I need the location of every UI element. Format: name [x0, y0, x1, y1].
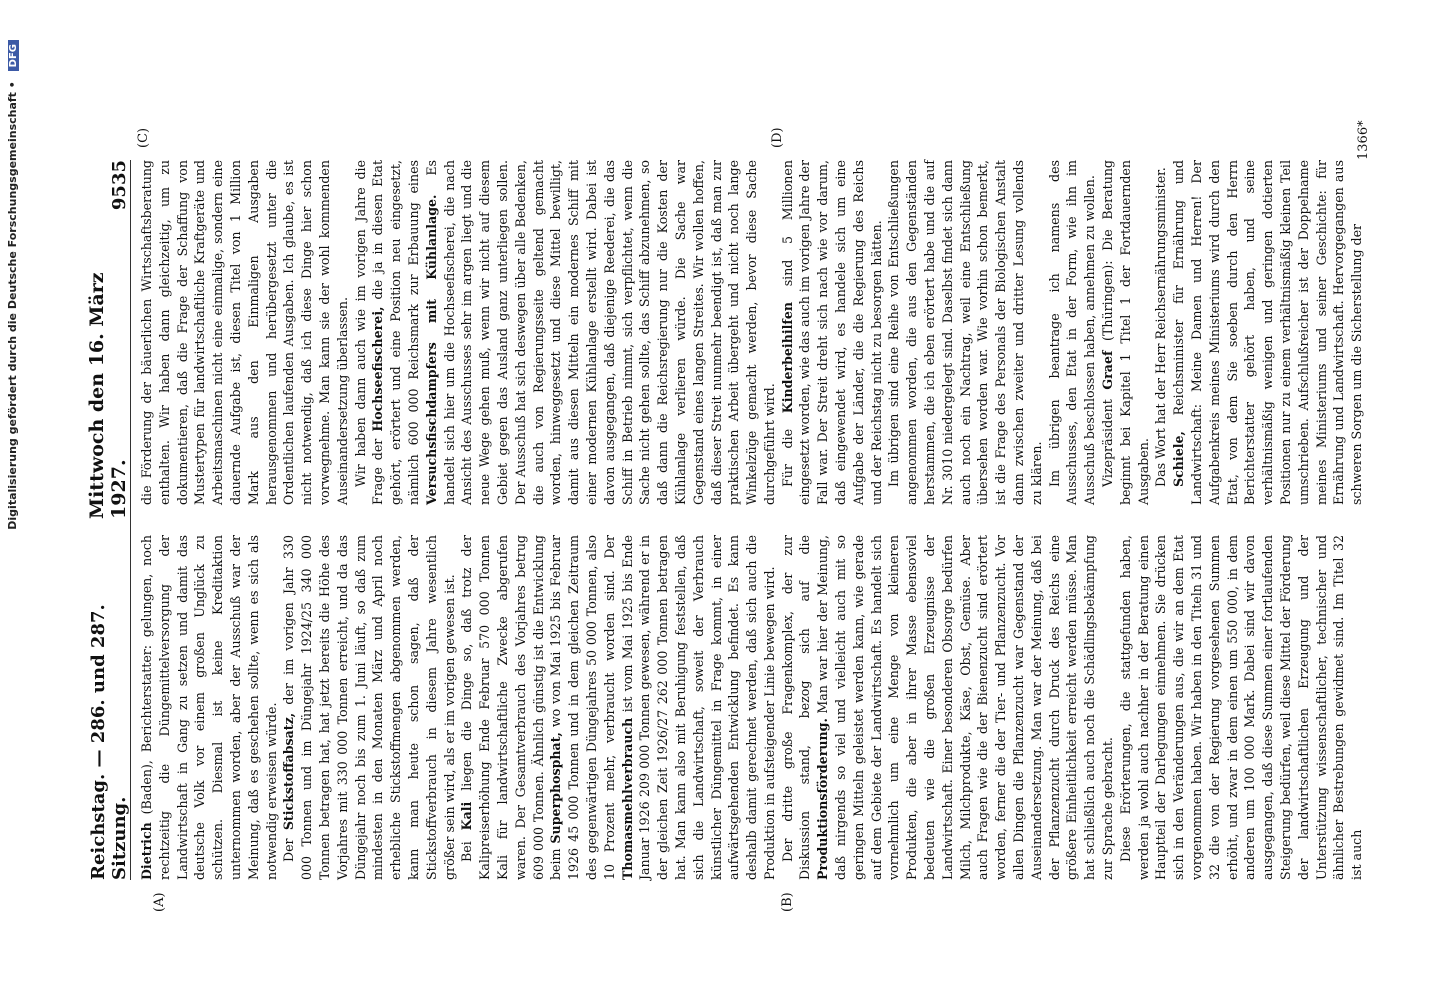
page-number: 9535: [109, 160, 130, 211]
margin-marker-b: (B): [780, 892, 795, 912]
paragraph-text: wo von Mai 1925 bis Februar 1926 45 000 Tonnen und in dem gleichen Zeitraum des gegenwärtigen Düngejahres 50 000 Tonnen, also 10 Prozent mehr, verbraucht worden sind. Der: [548, 535, 617, 880]
paragraph-text: Das Wort hat der Herr Reichsernährungsminister.: [1153, 167, 1169, 487]
bold-term: Produktionsförderung.: [815, 718, 831, 880]
paragraph: [1046, 160, 1099, 505]
paragraph-text: Für die: [779, 428, 795, 487]
paragraph: [1152, 160, 1170, 505]
bold-term: Kali: [459, 801, 475, 831]
paragraph-text: liegen die Dinge so, daß trotz der Kalipreiserhöhung Ende Februar 570 000 Tonnen Kali für landwirtschaftliche Zwecke abgerufen waren. Der Gesamtverbrauch des Vorjahres betrug 609 000 Tonnen. Ähnlich günstig ist die Entwicklung beim: [459, 535, 564, 880]
bold-term: Thomasmehlverbrauch: [619, 717, 635, 880]
paragraph-text: Wir haben dann auch wie im vorigen Jahre die Frage der: [352, 160, 386, 505]
paragraph: [1117, 535, 1366, 880]
paragraph-text: sind 5 Millionen eingesetzt worden, wie das auch im vorigen Jahre der Fall war. Der Streit dreht sich nach wie vor darum, daß eingewendet wird, es handele sich um eine Aufgabe der Länder, die die Regierung des Reichs und der Reichstag nicht zu besorgen hätten.: [779, 160, 884, 505]
text-column-right: [138, 160, 1365, 505]
margin-marker-d: (D): [770, 127, 785, 148]
paragraph: [885, 160, 1045, 505]
speaker-name: Schiele,: [1171, 431, 1187, 487]
dfg-logo: DFG: [8, 40, 19, 71]
bold-term: Versuchsfischdampfers mit Kühlanlage.: [423, 194, 439, 505]
paragraph: [352, 160, 779, 505]
paragraph-text: ist vom Mai 1925 bis Ende Januar 1926 209 000 Tonnen gewesen, während er in der gleichen Zeit 1926/27 262 000 Tonnen betragen hat. Man kann also mit Beruhigung feststellen, daß sich die Landwirtschaft, soweit der Verbrauch künstlicher Düngemittel in Frage kommt, in einer aufwärtsgehenden Entwicklung befindet. Es kann deshalb damit gerechnet werden, daß sich auch die Produktion in aufsteigender Linie bewegen wird.: [619, 535, 777, 880]
paragraph-text: Diese Erörterungen, die stattgefunden haben, werden ja wohl auch nachher in der Beratung einen Hauptteil der Darlegungen einnehmen. Sie drücken sich in den Veränderungen aus, die wir an dem Etat vorgenommen haben. Wir haben in den Titeln 31 und 32 die von der Regierung vorgesehenen Summen erhöht, und zwar in dem einen um 550 000, in dem anderen um 100 000 Mark. Dabei sind wir davon ausgegangen, daß diese Summen einer fortlaufenden Steigerung bedürfen, weil diese Mittel der Förderung der landwirtschaftlichen Erzeugung und der Unterstützung wissenschaftlicher, technischer und ähnlicher Bestrebungen gewidmet sind. Im Titel 32 ist auch: [1117, 535, 1365, 880]
paragraph-text: gelungen, noch rechtzeitig die Düngemittelversorgung der Landwirtschaft in Gang zu setzen und damit das deutsche Volk vor einem großen Unglück zu schützen. Diesmal ist keine Kreditaktion unternommen worden, aber der Ausschuß war der Meinung, daß es geschehen sollte, wenn es sich als notwendig erweisen würde.: [139, 535, 279, 880]
speaker-name: Dietrich: [139, 822, 154, 880]
paragraph: [458, 535, 778, 880]
header-date: Mittwoch den 16. März 1927.: [86, 272, 130, 519]
paragraph-text: Bei: [459, 841, 475, 862]
paragraph: [1099, 160, 1152, 505]
margin-marker-a: (A): [152, 892, 167, 912]
paragraph-text: Reichsminister für Ernährung und Landwirtschaft: Meine Damen und Herren! Der Aufgabenkreis meines Ministeriums wird durch den Etat, von dem Sie soeben durch den Herrn Berichterstatter gehört haben, und seine verhältnismäßig wenigen und geringen dotierten Positionen nur zu einem verhältnismäßig kleinen Teil umschrieben. Aufschlußreicher ist der Doppelname meines Ministeriums und seiner Geschichte: für Ernährung und Landwirtschaft. Hervorgegangen aus schweren Sorgen um die Sicherstellung der: [1171, 160, 1365, 505]
paragraph-text: Im übrigen beantrage ich namens des Ausschusses, den Etat in der Form, wie ihn im Ausschuß beschlossen haben, annehmen zu wollen.: [1046, 160, 1098, 505]
paragraph-text: Im übrigen sind eine Reihe von Entschließungen angenommen worden, die aus den Gegenständen herstammen, die ich eben erörtert habe und die auf Nr. 3010 niedergelegt sind. Daselbst findet sich dann auch noch ein Nachtrag, weil eine Entschließung übersehen worden war. Wie vorhin schon bemerkt, ist die Frage des Personals der Biologischen Anstalt dann zwischen zweiter und dritter Lesung vollends zu klären.: [886, 160, 1044, 505]
paragraph-text: Es handelt sich hier um die Hochseefischerei, die nach Ansicht des Ausschusses sehr im argen liegt und die neue Wege gehen muß, wenn wir nicht auf diesem Gebiet gegen das Ausland ganz unterliegen sollen. Der Ausschuß hat sich deswegen über alle Bedenken, die auch von Regierungsseite geltend gemacht worden, hinweggesetzt und diese Mittel bewilligt, damit aus diesen Mitteln ein modernes Schiff mit einer modernen Kühlanlage erstellt wird. Dabei ist davon ausgegangen, daß diejenige Reederei, die das Schiff in Betrieb nimmt, sich verpflichtet, wenn die Sache nicht gehen sollte, das Schiff abzunehmen, so daß dann die Reichsregierung nur die Kosten der Kühlanlage verlieren würde. Die Sache war Gegenstand eines langen Streites. Wir wollen hoffen, daß dieser Streit nunmehr beendigt ist, daß man zur praktischen Arbeit übergeht und nicht noch lange Winkelzüge gemacht werden, bevor diese Sache durchgeführt wird.: [423, 160, 777, 505]
signature-mark: 1366*: [1356, 120, 1371, 160]
bold-term: Kinderbeihilfen: [779, 301, 795, 414]
paragraph: [280, 535, 458, 880]
bold-term: Superphosphat,: [548, 732, 564, 844]
paragraph-text: Der dritte große Fragenkomplex, der zur Diskussion stand, bezog sich auf die: [779, 535, 813, 880]
bold-term: Stickstoffabsatz,: [281, 712, 297, 831]
speaker-note: (Baden), Berichterstatter:: [139, 644, 154, 815]
paragraph-text: der im vorigen Jahr 330 000 Tonnen und im Düngejahr 1924/25 340 000 Tonnen betragen hat, hat jetzt bereits die Höhe des Vorjahres mit 330 000 Tonnen erreicht, und da das Düngejahr noch bis zum 1. Juni läuft, so daß zum mindesten in den Monaten März und April noch erhebliche Stickstoffmengen abgenommen werden, kann man heute schon sagen, daß der Stickstoffverbrauch in diesem Jahre wesentlich größer sein wird, als er im vorigen gewesen ist.: [281, 535, 457, 880]
text-column-left: [138, 535, 1365, 880]
paragraph: [779, 160, 886, 505]
funding-text: Digitalisierung gefördert durch die Deutsche Forschungsgemeinschaft •: [6, 81, 19, 530]
bold-term: Graef: [1100, 350, 1116, 390]
paragraph: [1170, 160, 1366, 505]
page-header: [86, 160, 131, 880]
margin-marker-c: (C): [136, 127, 151, 148]
paragraph-text: Der: [281, 838, 297, 862]
header-session: Reichstag. — 286. und 287. Sitzung.: [88, 604, 130, 880]
funding-note: [6, 40, 26, 960]
paragraph: [138, 535, 280, 880]
paragraph: [779, 535, 1117, 880]
paragraph-text: Man war hier der Meinung, daß nirgends so viel und vielleicht auch mit so geringen Mitteln geleistet werden kann, wie gerade auf dem Gebiete der Landwirtschaft. Es handelt sich vornehmlich um eine Menge von kleineren Produkten, die aber in ihrer Masse ebensoviel bedeuten wie die großen Erzeugnisse der Landwirtschaft. Einer besonderen Obsorge bedürfen Milch, Milchprodukte, Käse, Obst, Gemüse. Aber auch Fragen wie die der Bienenzucht sind erörtert worden, ferner die der Tier- und Pflanzenzucht. Vor allen Dingen die Pflanzenzucht war Gegenstand der Auseinandersetzung. Man war der Meinung, daß bei der Pflanzenzucht durch Druck des Reichs eine größere Einheitlichkeit erreicht werden müsse. Man hat schließlich auch noch die Schädlingsbekämpfung zur Sprache gebracht.: [815, 535, 1116, 880]
paragraph-text: die ja in diesen Etat gehört, erörtert und eine Position neu eingesetzt, nämlich 600 000 Reichsmark zur Erbauung eines: [370, 160, 421, 505]
bold-term: Hochseefischerei,: [370, 306, 386, 432]
paragraph-text: Vizepräsident: [1100, 399, 1116, 487]
paragraph: [138, 160, 352, 505]
paragraph-text: die Förderung der bäuerlichen Wirtschaftsberatung enthalten. Wir haben dann gleichzeitig, um zu dokumentieren, daß die Frage der Schaffung von Mustertypen für landwirtschaftliche Kraftgeräte und Arbeitsmaschinen nicht eine einmalige, sondern eine dauernde Aufgabe ist, diesen Titel von 1 Million Mark aus den Einmaligen Ausgaben herausgenommen und herübergesetzt unter die Ordentlichen laufenden Ausgaben. Ich glaube, es ist nicht notwendig, daß ich diese Dinge hier schon vorwegnehme. Man kann sie der wohl kommenden Auseinandersetzung überlassen.: [139, 160, 350, 505]
paragraph-text: (Thüringen): Die Beratung beginnt bei Kapitel 1 Titel 1 der Fortdauernden Ausgaben.: [1100, 160, 1151, 505]
